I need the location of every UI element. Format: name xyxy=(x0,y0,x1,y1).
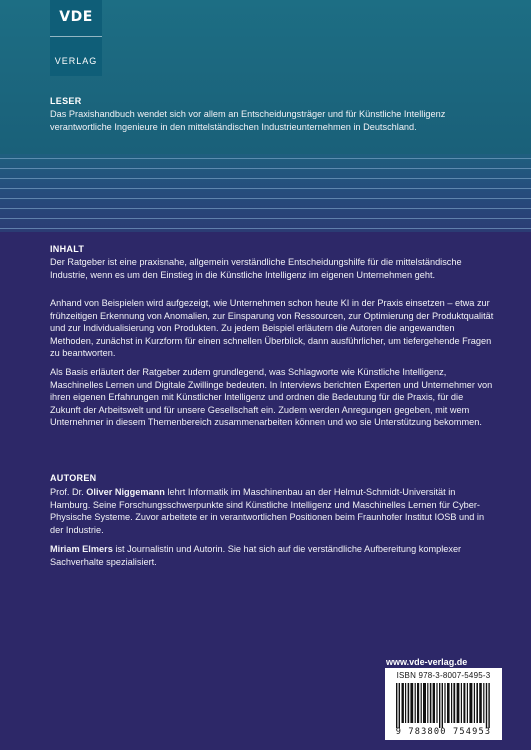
leser-text: Das Praxishandbuch wendet sich vor allem an Entscheidungsträger und für Künstliche Intelligenz verantwortliche Ingenieure in den mittelständischen Industrieunternehmen in Deutschland. xyxy=(50,109,446,132)
inhalt-paragraph-2: Anhand von Beispielen wird aufgezeigt, wie Unternehmen schon heute KI in der Praxis einsetzen – etwa zur frühzeitigen Erkennung von Anomalien, zur Einsparung von Ressourcen, zur Optimierung der Produktqualität und zur Individualisierung von Produkten. Zu jedem Beispiel erläutern die Autoren die angewandten Methoden, zunächst in Kurzform für einen schnellen Überblick, dann ausführlicher, um tiefergehende Fragen zu beantworten. xyxy=(50,298,494,359)
barcode-icon xyxy=(388,683,499,728)
author-1-prefix: Prof. Dr. xyxy=(50,487,87,497)
inhalt-heading: INHALT xyxy=(50,244,85,254)
inhalt-paragraph-3: Als Basis erläutert der Ratgeber zudem grundlegend, was Schlagworte wie Künstliche Intelligenz, Maschinelles Lernen und Digitale Zwillinge bedeuten. In Interviews berichten Experten und Unternehmer von ihren eigenen Erfahrungen mit Künstlicher Intelligenz und ordnen die Bedeutung für die Praxis, für die Zukunft der Arbeitswelt und für unsere Gesellschaft ein. Zudem werden Anregungen gegeben, mit wem Unternehmer in diesem Themenbereich zusammenarbeiten können und wo sie Unterstützung bekommen. xyxy=(50,367,493,428)
logo-main-text: VDE xyxy=(59,9,93,25)
author-1-bio xyxy=(50,486,496,536)
author-2-name: Miriam Elmers xyxy=(50,544,113,554)
barcode-digits: 9 783800 754953 xyxy=(395,727,492,737)
publisher-url: www.vde-verlag.de xyxy=(386,657,468,667)
stripe-band xyxy=(0,154,531,232)
author-1-text: lehrt Informatik im Maschinenbau an der Helmut-Schmidt-Universität in Hamburg. Seine Forschungsschwerpunkte sind Künstliche Intelligenz und Maschinelles Lernen für Cyber-Physische Systeme. Zuvor arbeitete er in verantwortlichen Positionen beim Fraunhofer Institut IOSB und in der Industrie. xyxy=(50,487,485,535)
inhalt-paragraph-1: Der Ratgeber ist eine praxisnahe, allgemein verständliche Entscheidungshilfe für die mittelständische Industrie, wenn es um den Einstieg in die Künstliche Intelligenz im eigenen Unternehmen geht. xyxy=(50,257,462,280)
isbn-barcode-box xyxy=(385,668,502,740)
author-1-name: Oliver Niggemann xyxy=(86,487,165,497)
logo-divider xyxy=(50,36,102,37)
author-2-bio xyxy=(50,543,496,568)
leser-heading: LESER xyxy=(50,96,82,106)
author-2-text: ist Journalistin und Autorin. Sie hat sich auf die verständliche Aufbereitung komplexer Sachverhalte spezialisiert. xyxy=(50,544,462,567)
logo-sub-text: VERLAG xyxy=(54,56,98,66)
autoren-heading: AUTOREN xyxy=(50,473,97,483)
publisher-logo xyxy=(50,0,102,76)
isbn-label: ISBN 978-3-8007-5495-3 xyxy=(396,671,491,680)
